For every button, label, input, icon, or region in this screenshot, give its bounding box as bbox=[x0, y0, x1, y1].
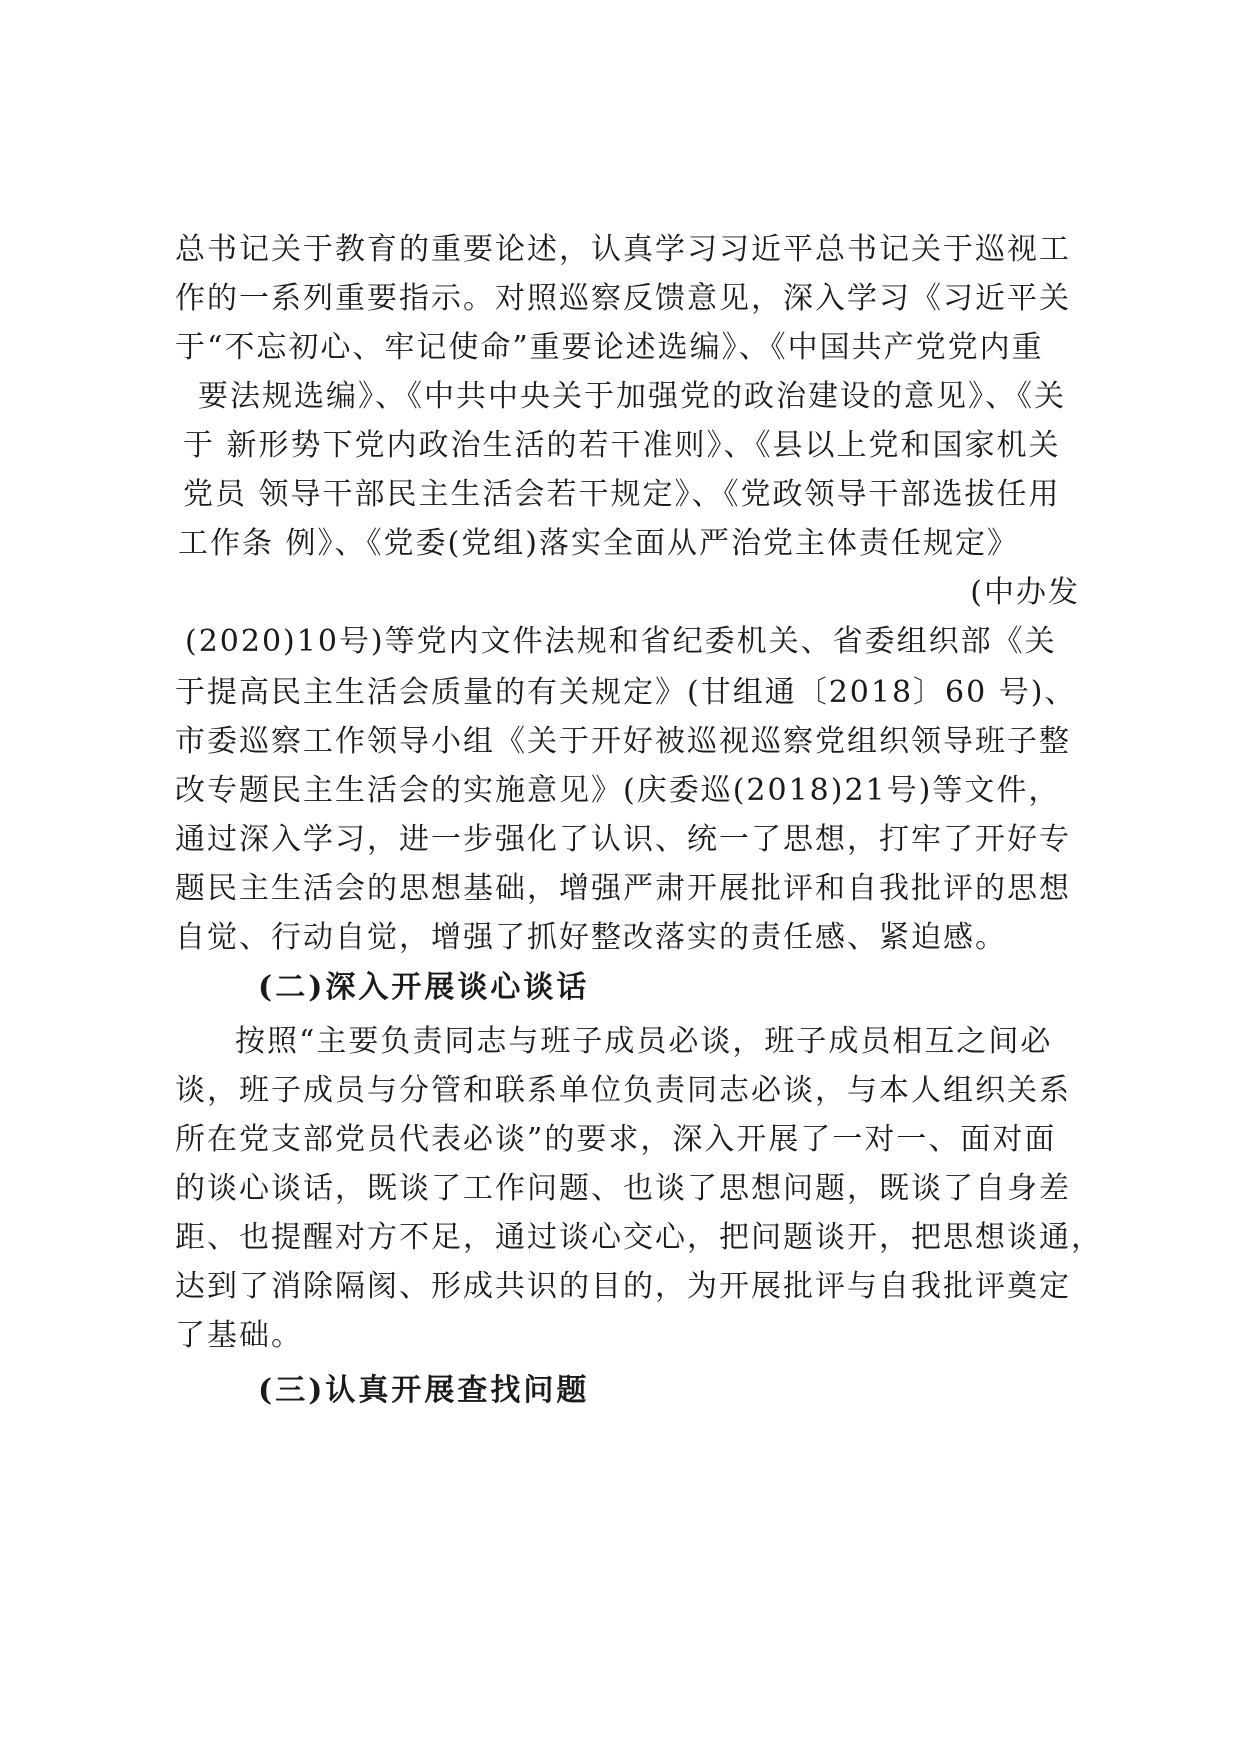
text-line: 自觉、行动自觉，增强了抓好整改落实的责任感、紧迫感。 bbox=[175, 920, 1007, 955]
text-line: 的谈心谈话，既谈了工作问题、也谈了思想问题，既谈了自身差 bbox=[175, 1171, 1071, 1206]
text-line: 党员 领导干部民主生活会若干规定》、《党政领导干部选拔任用 bbox=[183, 477, 1061, 512]
text-line: 于 新形势下党内政治生活的若干准则》、《县以上党和国家机关 bbox=[183, 428, 1061, 463]
text-line: 题民主生活会的思想基础，增强严肃开展批评和自我批评的思想 bbox=[175, 871, 1071, 906]
text-line: 于提高民主生活会质量的有关规定》(甘组通〔2018〕60 号)、 bbox=[175, 675, 1077, 710]
text-line: 所在党支部党员代表必谈”的要求，深入开展了一对一、面对面 bbox=[175, 1122, 1057, 1157]
text-line: 距、也提醒对方不足，通过谈心交心，把问题谈开，把思想谈通， bbox=[175, 1220, 1103, 1255]
section-heading: (三)认真开展查找问题 bbox=[258, 1373, 590, 1408]
text-line: 总书记关于教育的重要论述，认真学习习近平总书记关于巡视工 bbox=[175, 232, 1071, 267]
text-line: 于“不忘初心、牢记使命”重要论述选编》、《中国共产党党内重 bbox=[175, 330, 1044, 365]
text-line: (中办发 bbox=[970, 575, 1080, 610]
text-line: 工作条 例》、《党委(党组)落实全面从严治党主体责任规定》 bbox=[178, 526, 1019, 561]
section-heading: (二)深入开展谈心谈话 bbox=[258, 970, 590, 1005]
text-line: 要法规选编》、《中共中央关于加强党的政治建设的意见》、《关 bbox=[198, 379, 1066, 414]
text-line: 改专题民主生活会的实施意见》(庆委巡(2018)21号)等文件， bbox=[175, 773, 1061, 808]
text-line: 作的一系列重要指示。对照巡察反馈意见，深入学习《习近平关 bbox=[175, 281, 1071, 316]
text-line: (2020)10号)等党内文件法规和省纪委机关、省委组织部《关 bbox=[185, 624, 1057, 659]
text-line: 谈，班子成员与分管和联系单位负责同志必谈，与本人组织关系 bbox=[175, 1073, 1071, 1108]
text-line: 达到了消除隔阂、形成共识的目的，为开展批评与自我批评奠定 bbox=[175, 1269, 1071, 1304]
text-line: 市委巡察工作领导小组《关于开好被巡视巡察党组织领导班子整 bbox=[175, 724, 1071, 759]
text-line: 通过深入学习，进一步强化了认识、统一了思想，打牢了开好专 bbox=[175, 822, 1071, 857]
text-line: 按照“主要负责同志与班子成员必谈，班子成员相互之间必 bbox=[235, 1024, 1053, 1059]
text-line: 了基础。 bbox=[175, 1318, 303, 1353]
